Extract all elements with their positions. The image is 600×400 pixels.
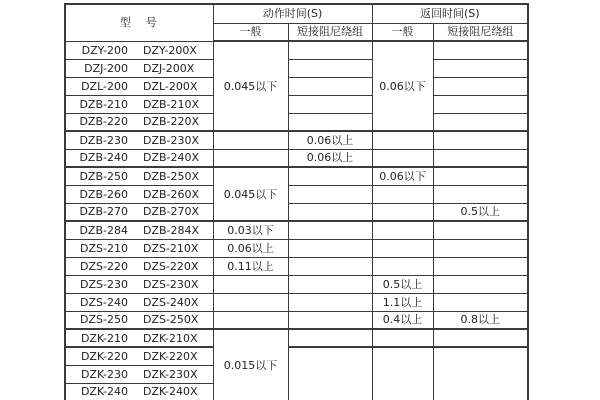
- model-name: DZS-230: [80, 277, 128, 291]
- model-name-x: DZB-230X: [142, 133, 200, 147]
- header-return-time: 返回时间(S): [372, 4, 528, 23]
- return-general-cell: 1.1以上: [372, 293, 433, 311]
- header-return-general: 一般: [372, 23, 433, 41]
- table-row: [65, 347, 528, 365]
- action-general-cell: [213, 131, 288, 149]
- model-name-x: DZJ-200X: [142, 61, 195, 75]
- table-row: [65, 311, 528, 329]
- return-general-cell: [372, 239, 433, 257]
- return-damping-cell: [433, 185, 528, 203]
- model-name: DZK-230: [80, 367, 128, 381]
- action-damping-cell: [288, 203, 372, 221]
- model-cell: [65, 149, 213, 167]
- action-damping-cell: [288, 329, 372, 347]
- model-name: DZB-230: [79, 133, 128, 147]
- return-general-cell: 0.5以上: [372, 275, 433, 293]
- model-name-x: DZB-250X: [142, 169, 200, 183]
- model-name: DZB-250: [79, 169, 128, 183]
- action-general-cell: 0.06以上: [213, 239, 288, 257]
- action-damping-cell: [288, 185, 372, 203]
- return-damping-cell: [433, 41, 528, 59]
- table-row: [65, 167, 528, 185]
- model-name-x: DZB-220X: [142, 115, 200, 129]
- model-name: DZK-210: [80, 331, 128, 345]
- return-damping-cell: [433, 239, 528, 257]
- return-damping-cell: [433, 329, 528, 347]
- return-damping-cell: [433, 149, 528, 167]
- model-cell: [65, 221, 213, 239]
- return-damping-cell: [433, 347, 528, 400]
- model-cell: [65, 239, 213, 257]
- table-row: [65, 149, 528, 167]
- action-damping-cell: [288, 113, 372, 131]
- return-damping-cell: [433, 131, 528, 149]
- action-damping-cell: [288, 59, 372, 77]
- table-body: [65, 41, 528, 400]
- model-name-x: DZS-240X: [142, 295, 199, 309]
- return-general-cell: 0.06以下: [372, 167, 433, 185]
- return-damping-cell: [433, 167, 528, 185]
- model-name: DZS-240: [80, 295, 128, 309]
- action-damping-cell: [288, 77, 372, 95]
- return-damping-cell: [433, 77, 528, 95]
- model-name-x: DZB-240X: [142, 151, 200, 165]
- model-name: DZS-250: [80, 313, 128, 327]
- table-header: [65, 4, 528, 41]
- table-row: [65, 131, 528, 149]
- model-cell: [65, 185, 213, 203]
- table-row: [65, 59, 528, 77]
- action-damping-cell: [288, 239, 372, 257]
- model-cell: [65, 347, 213, 365]
- model-name-x: DZS-220X: [142, 259, 199, 273]
- return-damping-cell: [433, 257, 528, 275]
- model-name-x: DZS-210X: [142, 241, 199, 255]
- table-row: [65, 113, 528, 131]
- model-name: DZB-210: [79, 97, 128, 111]
- header-model: 型 号: [65, 4, 213, 41]
- return-general-cell: [372, 203, 433, 221]
- action-damping-cell: [288, 221, 372, 239]
- table-row: [65, 239, 528, 257]
- model-cell: [65, 95, 213, 113]
- table-row: [65, 41, 528, 59]
- spec-table: [64, 3, 529, 400]
- model-name: DZB-270: [79, 205, 128, 219]
- table-row: [65, 95, 528, 113]
- action-damping-cell: [288, 167, 372, 185]
- return-damping-cell: [433, 275, 528, 293]
- action-general-cell: 0.11以上: [213, 257, 288, 275]
- model-name: DZJ-200: [84, 61, 128, 75]
- table-row: [65, 203, 528, 221]
- action-damping-cell: 0.06以上: [288, 149, 372, 167]
- return-damping-cell: [433, 59, 528, 77]
- table-row: [65, 257, 528, 275]
- model-cell: [65, 131, 213, 149]
- table-row: [65, 185, 528, 203]
- model-name-x: DZK-240X: [142, 385, 198, 399]
- action-damping-cell: [288, 347, 372, 400]
- model-name: DZL-200: [81, 79, 128, 93]
- return-general-cell: [372, 131, 433, 149]
- return-damping-cell: [433, 293, 528, 311]
- model-cell: [65, 257, 213, 275]
- model-name: DZB-284: [79, 223, 128, 237]
- model-name-x: DZB-284X: [142, 223, 200, 237]
- model-cell: [65, 329, 213, 347]
- header-row-groups: [65, 4, 528, 23]
- header-action-general: 一般: [213, 23, 288, 41]
- action-general-cell: [213, 275, 288, 293]
- model-cell: [65, 77, 213, 95]
- model-name-x: DZS-250X: [142, 313, 199, 327]
- header-action-damping: 短接阻尼绕组: [288, 23, 372, 41]
- model-cell: [65, 365, 213, 383]
- model-cell: [65, 311, 213, 329]
- model-name-x: DZB-270X: [142, 205, 200, 219]
- model-cell: [65, 275, 213, 293]
- model-name: DZK-220: [80, 349, 128, 363]
- action-damping-cell: [288, 257, 372, 275]
- model-cell: [65, 383, 213, 400]
- model-name-x: DZB-210X: [142, 97, 200, 111]
- table-row: [65, 77, 528, 95]
- model-name-x: DZK-210X: [142, 331, 198, 345]
- action-general-cell: [213, 311, 288, 329]
- table-row: [65, 275, 528, 293]
- action-damping-cell: [288, 275, 372, 293]
- model-name-x: DZY-200X: [142, 43, 197, 57]
- return-general-cell: [372, 185, 433, 203]
- return-general-cell: [372, 329, 433, 347]
- model-cell: [65, 113, 213, 131]
- return-general-cell: 0.06以下: [372, 41, 433, 131]
- model-name: DZB-220: [79, 115, 128, 129]
- return-general-cell: 0.4以上: [372, 311, 433, 329]
- model-cell: [65, 59, 213, 77]
- return-damping-cell: 0.5以上: [433, 203, 528, 221]
- model-name-x: DZS-230X: [142, 277, 199, 291]
- model-name-x: DZL-200X: [142, 79, 198, 93]
- header-action-time: 动作时间(S): [213, 4, 372, 23]
- model-name: DZS-210: [80, 241, 128, 255]
- model-name: DZB-260: [79, 187, 128, 201]
- model-name-x: DZB-260X: [142, 187, 200, 201]
- model-name: DZY-200: [81, 43, 128, 57]
- model-cell: [65, 167, 213, 185]
- model-name: DZS-220: [80, 259, 128, 273]
- return-damping-cell: [433, 95, 528, 113]
- model-cell: [65, 41, 213, 59]
- model-name-x: DZK-220X: [142, 349, 198, 363]
- return-damping-cell: [433, 113, 528, 131]
- model-cell: [65, 203, 213, 221]
- model-name: DZK-240: [80, 385, 128, 399]
- action-damping-cell: [288, 311, 372, 329]
- table-row: [65, 221, 528, 239]
- action-general-cell: 0.015以下: [213, 329, 288, 400]
- action-damping-cell: [288, 41, 372, 59]
- return-general-cell: [372, 347, 433, 400]
- action-general-cell: [213, 149, 288, 167]
- action-general-cell: [213, 293, 288, 311]
- table-row: [65, 329, 528, 347]
- return-general-cell: [372, 257, 433, 275]
- return-damping-cell: [433, 221, 528, 239]
- model-name-x: DZK-230X: [142, 367, 198, 381]
- action-damping-cell: 0.06以上: [288, 131, 372, 149]
- return-damping-cell: 0.8以上: [433, 311, 528, 329]
- table-row: [65, 293, 528, 311]
- header-return-damping: 短接阻尼绕组: [433, 23, 528, 41]
- return-general-cell: [372, 149, 433, 167]
- model-cell: [65, 293, 213, 311]
- action-general-cell: 0.03以下: [213, 221, 288, 239]
- return-general-cell: [372, 221, 433, 239]
- action-general-cell: 0.045以下: [213, 41, 288, 131]
- model-name: DZB-240: [79, 151, 128, 165]
- action-general-cell: 0.045以下: [213, 167, 288, 221]
- action-damping-cell: [288, 293, 372, 311]
- action-damping-cell: [288, 95, 372, 113]
